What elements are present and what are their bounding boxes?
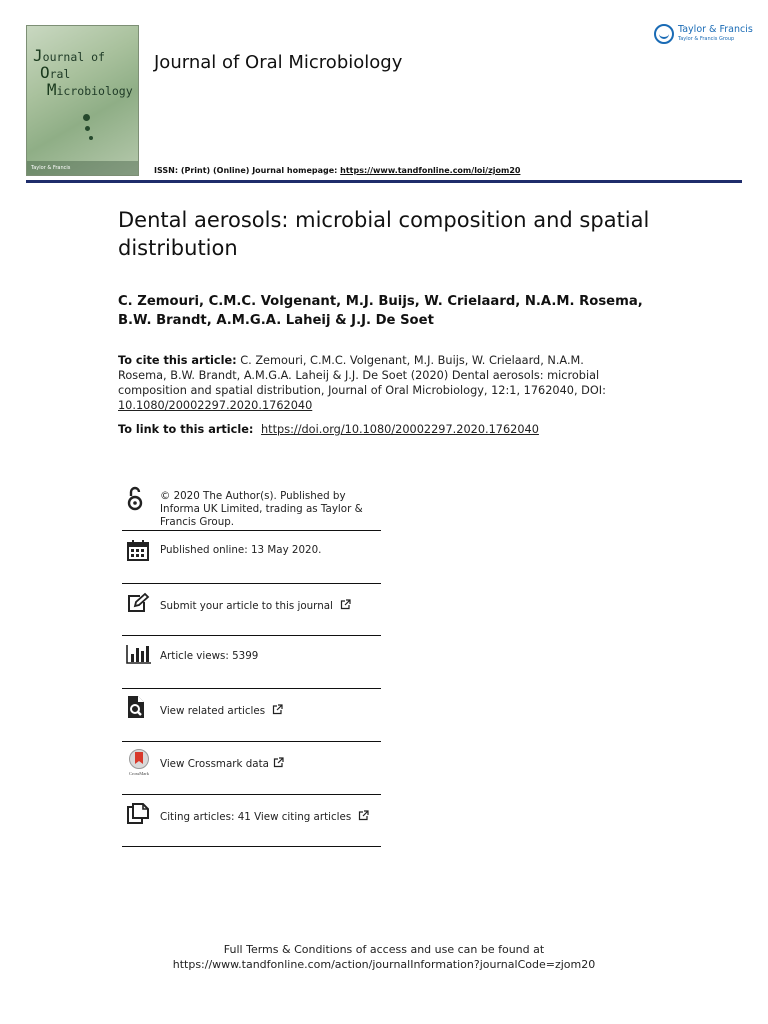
- citing-articles-icon: [126, 803, 150, 825]
- footer-terms-text: Full Terms & Conditions of access and use can be found at: [223, 943, 545, 956]
- divider: [122, 635, 381, 636]
- divider: [122, 846, 381, 847]
- crossmark-link[interactable]: [160, 757, 384, 771]
- article-doi-link[interactable]: https://doi.org/10.1080/20002297.2020.1762040: [261, 423, 539, 436]
- divider: [122, 741, 381, 742]
- citing-row[interactable]: [122, 801, 381, 841]
- external-link-icon: [272, 704, 283, 715]
- related-articles-link[interactable]: [160, 704, 384, 718]
- external-link-icon: [340, 599, 351, 610]
- issn-line: [154, 166, 520, 175]
- footer-terms-link[interactable]: https://www.tandfonline.com/action/journalInformation?journalCode=zjom20: [172, 958, 596, 971]
- divider: [122, 583, 381, 584]
- journal-homepage-link[interactable]: https://www.tandfonline.com/loi/zjom20: [340, 166, 521, 175]
- citing-articles-link[interactable]: [160, 810, 384, 824]
- tf-logo-icon: [654, 24, 674, 44]
- crossmark-logo-text: CrossMark: [129, 771, 149, 776]
- footer: [0, 942, 768, 972]
- crossmark-icon: [126, 748, 152, 776]
- license-text: © 2020 The Author(s). Published by Informa UK Limited, trading as Taylor & Francis Group.: [160, 490, 363, 528]
- published-row: [122, 538, 381, 578]
- citation-text: C. Zemouri, C.M.C. Volgenant, M.J. Buijs, W. Crielaard, N.A.M. Rosema, B.W. Brandt, A.M.G.A. Laheij & J.J. De Soet (2020) Dental aerosols: microbial composition and spatial distribution, Journal of Oral Microbiology, 12:1, 1762040, DOI:: [118, 354, 606, 397]
- submit-text: Submit your article to this journal: [160, 600, 333, 612]
- published-text: Published online: 13 May 2020.: [160, 544, 322, 556]
- search-document-icon: [126, 695, 146, 719]
- open-access-icon: [126, 486, 144, 512]
- divider: [122, 688, 381, 689]
- link-label: To link to this article:: [118, 423, 254, 436]
- citation-doi-link[interactable]: 10.1080/20002297.2020.1762040: [118, 399, 313, 412]
- article-link-line: [118, 423, 539, 436]
- views-row[interactable]: [122, 643, 381, 683]
- submit-row[interactable]: [122, 590, 381, 630]
- crossmark-text: View Crossmark data: [160, 758, 269, 770]
- external-link-icon: [273, 757, 284, 768]
- crossmark-row[interactable]: [122, 748, 381, 788]
- bar-chart-icon: [126, 644, 152, 664]
- article-title: Dental aerosols: microbial composition and spatial distribution: [118, 208, 650, 260]
- publisher-name: Taylor & Francis: [678, 24, 753, 35]
- external-link-icon: [358, 810, 369, 821]
- divider: [122, 794, 381, 795]
- journal-title[interactable]: Journal of Oral Microbiology: [154, 52, 403, 73]
- header-rule-thick: [26, 181, 742, 183]
- edit-icon: [126, 592, 150, 614]
- issn-label: ISSN: (Print) (Online) Journal homepage:: [154, 166, 338, 175]
- citation-block: [118, 353, 618, 413]
- license-row: [122, 486, 381, 530]
- article-views: Article views: 5399: [160, 650, 259, 662]
- calendar-icon: [126, 538, 150, 562]
- submit-article-link[interactable]: [160, 599, 384, 613]
- citation-label: To cite this article:: [118, 354, 237, 367]
- cover-title: Journal of Oral Microbiology: [33, 46, 133, 99]
- related-row[interactable]: [122, 695, 381, 735]
- publisher-logo[interactable]: [654, 22, 754, 46]
- related-text: View related articles: [160, 705, 266, 717]
- cover-publisher: Taylor & Francis: [31, 165, 71, 171]
- citing-text: Citing articles: 41 View citing articles: [160, 811, 352, 823]
- publisher-subtitle: Taylor & Francis Group: [678, 36, 735, 42]
- journal-cover: [26, 25, 139, 176]
- divider: [122, 530, 381, 531]
- article-authors: C. Zemouri, C.M.C. Volgenant, M.J. Buijs, W. Crielaard, N.A.M. Rosema, B.W. Brandt, A.M.G.A. Laheij & J.J. De Soet: [118, 294, 643, 328]
